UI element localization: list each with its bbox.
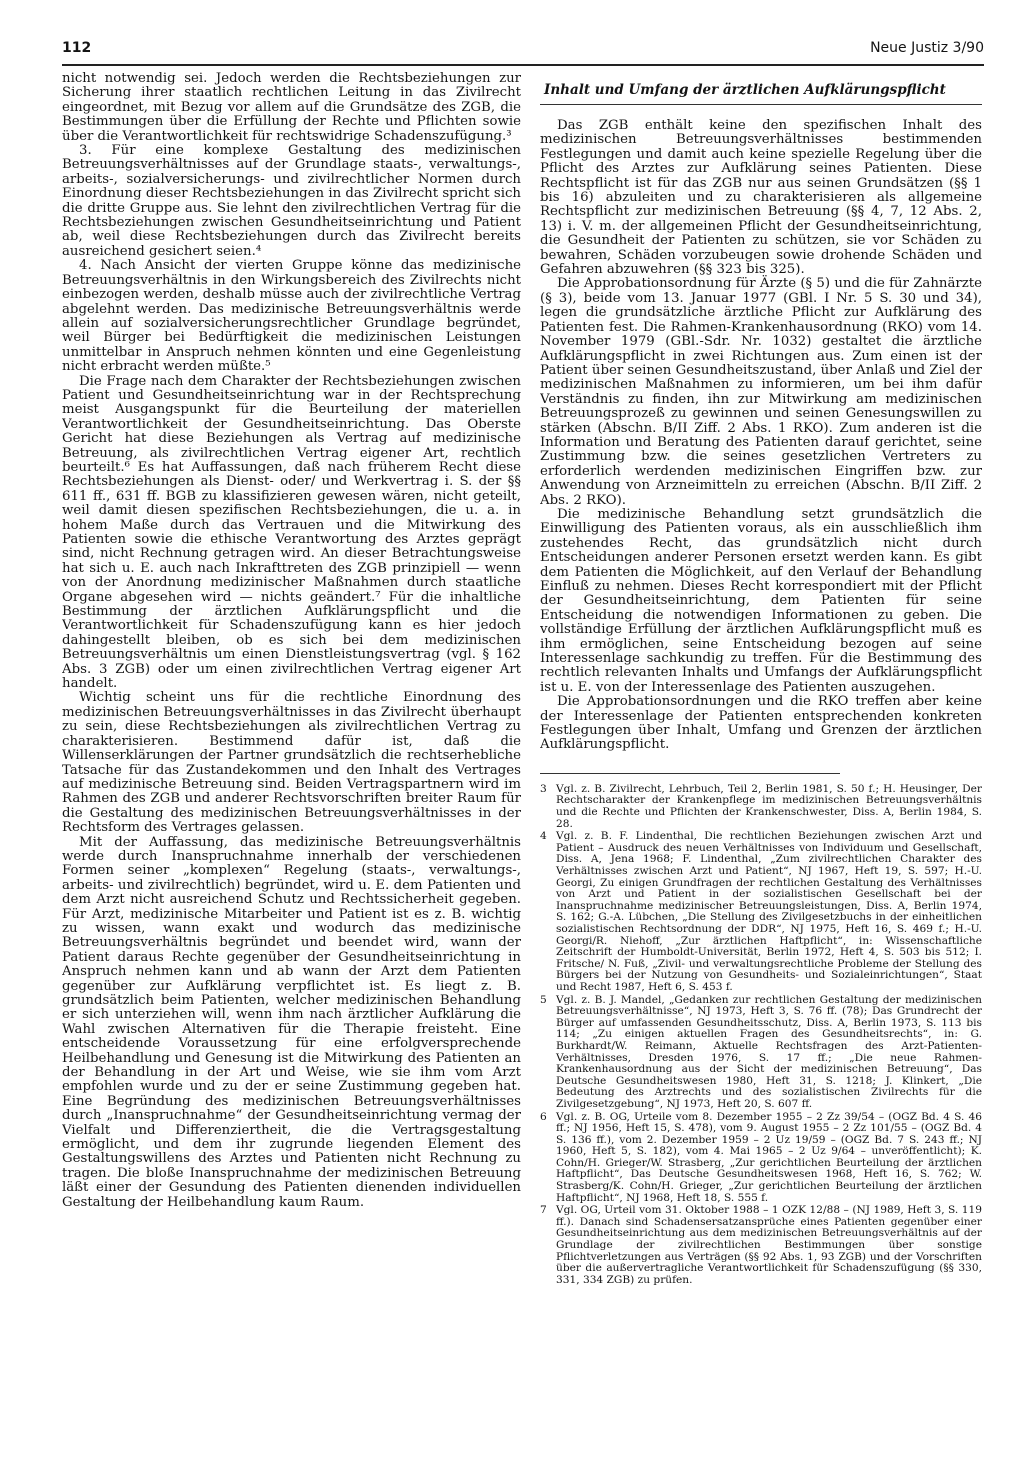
footnote-text: Vgl. OG, Urteil vom 31. Oktober 1988 – 1 OZK 12/88 – (NJ 1989, Heft 3, S. 119 ff.). Danach sind Schadensersatzansprüche eines Patienten gegenüber einer Gesundheitseinrichtung aus dem medizinischen Betreuungsverhältnis auf der Grundlage der zivilrechtlichen Bestimmungen über sonstige Pflichtverletzungen aus Verträgen (§§ 92 Abs. 1, 93 ZGB) und der Vorschriften über die außervertragliche Verantwortlichkeit für Schadenszufügung (§§ 330, 331, 334 ZGB) zu prüfen. <box>556 1204 982 1286</box>
footnote-divider <box>540 773 840 774</box>
footnote <box>540 784 982 830</box>
paragraph: Die Approbationsordnungen und die RKO treffen aber keine der Interessenlage der Patienten entsprechenden konkreten Festlegungen über Inhalt, Umfang und Grenzen der ärztlichen Aufklärungspflicht. <box>540 694 982 753</box>
paragraph: Die Frage nach dem Charakter der Rechtsbeziehungen zwischen Patient und Gesundheitseinrichtung war in der Rechtsprechung meist Ausgangspunkt für die Beurteilung der materiellen Verantwortlichkeit der Gesundheitseinrichtung. Das Oberste Gericht hat diese Beziehungen als Vertrag auf medizinische Betreuung, als zivilrechtlichen Vertrag eigener Art, rechtlich beurteilt.⁶ Es hat Auffassungen, daß nach früherem Recht diese Rechtsbeziehungen als Dienst- oder/ und Werkvertrag i. S. der §§ 611 ff., 631 ff. BGB zu klassifizieren gewesen wären, nicht geteilt, weil damit diesen spezifischen Rechtsbeziehungen, die u. a. in hohem Maße durch das Vertrauen und die Mitwirkung des Patienten sowie die ethische Verantwortung des Arztes geprägt sind, nicht Rechnung getragen wird. An dieser Betrachtungsweise hat sich u. E. auch nach Inkrafttreten des ZGB prinzipiell — wenn von der Anordnung medizinischer Maßnahmen durch staatliche Organe abgesehen wird — nichts geändert.⁷ Für die inhaltliche Bestimmung der ärztlichen Aufklärungspflicht und die Verantwortlichkeit für Schadenszufügung kann es hier jedoch dahingestellt bleiben, ob es sich bei dem medizinischen Betreuungsverhältnis um einen Dienstleistungsvertrag (vgl. § 162 Abs. 3 ZGB) oder um einen zivilrechtlichen Vertrag eigener Art handelt. <box>62 373 521 692</box>
paragraph: Die medizinische Behandlung setzt grundsätzlich die Einwilligung des Patienten voraus, als ein ausschließlich ihm zustehendes Recht, das grundsätzlich nicht durch Entscheidungen anderer Personen ersetzt werden kann. Es gibt dem Patienten die Möglichkeit, auf den Verlauf der Behandlung Einfluß zu nehmen. Dieses Recht korrespondiert mit der Pflicht der Gesundheitseinrichtung, dem Patienten für seine Entscheidung die notwendigen Informationen zu geben. Die vollständige Erfüllung der ärztlichen Aufklärungspflicht muß es ihm ermöglichen, seine Entscheidung bezogen auf seine Interessenlage sachkundig zu treffen. Für die Bestimmung des rechtlich relevanten Inhalts und Umfangs der Aufklärungspflicht ist u. E. von der Interessenlage des Patienten auszugehen. <box>540 506 982 695</box>
right-column <box>540 80 982 1420</box>
page-number: 112 <box>62 40 92 56</box>
paragraph: Die Approbationsordnung für Ärzte (§ 5) und die für Zahnärzte (§ 3), beide vom 13. Januar 1977 (GBl. I Nr. 5 S. 30 und 34), legen die grundsätzliche ärztliche Pflicht zur Aufklärung des Patienten fest. Die Rahmen-Krankenhausordnung (RKO) vom 14. November 1979 (GBl.-Sdr. Nr. 1032) gestaltet die ärztliche Aufklärungspflicht in zwei Richtungen aus. Zum einen ist der Patient über seinen Gesundheitszustand, über Anlaß und Ziel der medizinischen Maßnahmen zu informieren, um bei ihm dafür Verständnis zu finden, ihn zur Mitwirkung am medizinischen Betreuungsprozeß zu gewinnen und seinen Genesungswillen zu stärken (Abschn. B/II Ziff. 2 Abs. 1 RKO). Zum anderen ist die Information und Beratung des Patienten darauf gerichtet, seine Zustimmung bzw. die seines gesetzlichen Vertreters zu erforderlich werdenden medizinischen Eingriffen bzw. zur Anwendung von Arzneimitteln zu erreichen (Abschn. B/II Ziff. 2 Abs. 2 RKO). <box>540 276 982 508</box>
footnote-number: 3 <box>540 782 547 795</box>
paragraph: 3. Für eine komplexe Gestaltung des medizinischen Betreuungsverhältnisses auf der Grundlage staats-, verwaltungs-, arbeits-, sozialversicherungs- und zivilrechtlicher Normen durch Einordnung dieser Rechtsbeziehungen in das Zivilrecht spricht sich die dritte Gruppe aus. Sie lehnt den zivilrechtlichen Vertrag für die Rechtsbeziehungen zwischen Gesundheitseinrichtung und Patient ab, weil diese Rechtsbeziehungen durch das Zivilrecht bereits ausreichend gesichert seien.⁴ <box>62 143 521 259</box>
footnote <box>540 831 982 993</box>
footnote-text: Vgl. z. B. F. Lindenthal, Die rechtlichen Beziehungen zwischen Arzt und Patient – Ausdruck des neuen Verhältnisses von Individuum und Gesellschaft, Diss. A, Jena 1968; F. Lindenthal, „Zum zivilrechtlichen Charakter des Verhältnisses zwischen Arzt und Patient“, NJ 1967, Heft 19, S. 597; H.-U. Georgi, Zu einigen Grundfragen der rechtlichen Gestaltung des Verhältnisses von Arzt und Patient in der sozialistischen Gesellschaft bei der Inanspruchnahme medizinischer Betreuungsleistungen, Diss. A, Berlin 1974, S. 162; G.-A. Lübchen, „Die Stellung des Zivilgesetzbuchs in der einheitlichen sozialistischen Rechtsordnung der DDR“, NJ 1975, Heft 16, S. 469 f.; H.-U. Georgi/R. Niehoff, „Zur ärztlichen Haftpflicht“, in: Wissenschaftliche Zeitschrift der Humboldt-Universität, Berlin 1972, Heft 4, S. 503 bis 512; I. Fritsche/ N. Fuß, „Zivil- und verwaltungsrechtliche Probleme der Stellung des Bürgers bei der Nutzung von Gesundheits- und Sozialeinrichtungen“, Staat und Recht 1987, Heft 6, S. 453 f. <box>556 830 982 993</box>
paragraph: Mit der Auffassung, das medizinische Betreuungsverhältnis werde durch Inanspruchnahme innerhalb der verschiedenen Formen seiner „komplexen“ Regelung (staats-, verwaltungs-, arbeits- und zivilrechtlich) begründet, wird u. E. dem Patienten und dem Arzt nicht ausreichend Schutz und Rechtssicherheit gegeben. Für Arzt, medizinische Mitarbeiter und Patient ist es z. B. wichtig zu wissen, wann exakt und wodurch das medizinische Betreuungsverhältnis begründet und beendet wird, wann der Patient daraus Rechte gegenüber der Gesundheitseinrichtung in Anspruch nehmen kann und ab wann der Arzt dem Patienten gegenüber zur Aufklärung verpflichtet ist. Es liegt z. B. grundsätzlich beim Patienten, welcher medizinischen Behandlung er sich unterziehen will, wenn ihm nach ärztlicher Aufklärung die Wahl zwischen Alternativen für die Therapie freisteht. Eine entscheidende Voraussetzung für eine erfolgversprechende Heilbehandlung und Genesung ist die Mitwirkung des Patienten an der Behandlung in der Art und Weise, wie sie ihm vom Arzt empfohlen wurde und zu der er seine Zustimmung gegeben hat. Eine Begründung des medizinischen Betreuungsverhältnisses durch „Inanspruchnahme“ der Gesundheitseinrichtung vermag der Vielfalt und Differenziertheit, die die Vertragsgestaltung ermöglicht, und dem ihr zugrunde liegenden Element des Gestaltungswillens des Arztes und Patienten nicht Rechnung zu tragen. Die bloße Inanspruchnahme der medizinischen Betreuung läßt einer der Gesundung des Patienten dienenden individuellen Gestaltung der Heilbehandlung kaum Raum. <box>62 834 521 1210</box>
journal-issue: Neue Justiz 3/90 <box>870 40 984 56</box>
left-column <box>62 72 521 1407</box>
footnote-number: 6 <box>540 1110 547 1123</box>
page-header <box>62 38 984 66</box>
footnote-text: Vgl. z. B. Zivilrecht, Lehrbuch, Teil 2, Berlin 1981, S. 50 f.; H. Heusinger, Der Rechtscharakter der Krankenpflege im medizinischen Betreuungsverhältnis und die Rechte und Pflichten der Krankenschwester, Diss. A, Berlin 1984, S. 28. <box>556 782 982 830</box>
footnote-text: Vgl. z. B. OG, Urteile vom 8. Dezember 1955 – 2 Zz 39/54 – (OGZ Bd. 4 S. 46 ff.; NJ 1956, Heft 15, S. 478), vom 9. August 1955 – 2 Zz 101/55 – (OGZ Bd. 4 S. 136 ff.), vom 2. Dezember 1959 – 2 Uz 19/59 – (OGZ Bd. 7 S. 243 ff.; NJ 1960, Heft 5, S. 182), vom 4. Mai 1965 – 2 Uz 9/64 – unveröffentlicht); K. Cohn/H. Grieger/W. Strasberg, „Zur gerichtlichen Beurteilung der ärztlichen Haftpflicht“, Das Deutsche Gesundheitswesen 1968, Heft 16, S. 762; W. Strasberg/K. Cohn/H. Grieger, „Zur gerichtlichen Beurteilung der ärztlichen Haftpflicht“, NJ 1968, Heft 18, S. 555 f. <box>556 1110 982 1204</box>
paragraph: Das ZGB enthält keine den spezifischen Inhalt des medizinischen Betreuungsverhältnisses bestimmenden Festlegungen und damit auch keine spezielle Regelung über die Pflicht des Arztes zur Aufklärung seines Patienten. Diese Rechtspflicht ist für das ZGB nur aus seinen Grundsätzen (§§ 1 bis 16) abzuleiten und zu charakterisieren als allgemeine Rechtspflicht zur medizinischen Betreuung (§§ 4, 7, 12 Abs. 2, 13) i. V. m. der allgemeinen Pflicht der Gesundheitseinrichtung, die Gesundheit der Patienten zu schützen, sie vor Schäden zu bewahren, Schäden vorzubeugen sowie drohende Schäden und Gefahren abzuwehren (§§ 323 bis 325). <box>540 118 982 278</box>
footnote-number: 5 <box>540 993 547 1006</box>
paragraph: Wichtig scheint uns für die rechtliche Einordnung des medizinischen Betreuungsverhältnisses in das Zivilrecht überhaupt zu sein, diese Rechtsbeziehungen als zivilrechtlichen Vertrag zu charakterisieren. Bestimmend dafür ist, daß die Willenserklärungen der Partner grundsätzlich die rechtserhebliche Tatsache für das Zustandekommen und den Inhalt des Vertrages auf medizinische Betreuung sind. Beiden Vertragspartnern wird im Rahmen des ZGB und anderer Rechtsvorschriften breiter Raum für die Gestaltung des medizinischen Betreuungsverhältnisses in der Rechtsform des Vertrages gelassen. <box>62 690 521 836</box>
section-title: Inhalt und Umfang der ärztlichen Aufklärungspflicht <box>540 80 982 105</box>
footnote-text: Vgl. z. B. J. Mandel, „Gedanken zur rechtlichen Gestaltung der medizinischen Betreuungsverhältnisse“, NJ 1973, Heft 3, S. 76 ff. (78); Das Grundrecht der Bürger auf umfassenden Gesundheitsschutz, Diss. A, Berlin 1973, S. 113 bis 114; „Zu einigen aktuellen Fragen des Gesundheitsrechts“, in: G. Burkhardt/W. Reimann, Aktuelle Rechtsfragen des Arzt-Patienten-Verhältnisses, Dresden 1976, S. 17 ff.; „Die neue Rahmen-Krankenhausordnung aus der Sicht der medizinischen Betreuung“, Das Deutsche Gesundheitswesen 1980, Heft 31, S. 1218; J. Klinkert, „Die Bedeutung des Arztrechts und des sozialistischen Zivilrechts für die Zivilgesetzgebung“, NJ 1973, Heft 20, S. 607 ff. <box>556 993 982 1110</box>
footnote-number: 7 <box>540 1204 547 1217</box>
footnote <box>540 995 982 1111</box>
paragraph: nicht notwendig sei. Jedoch werden die Rechtsbeziehungen zur Sicherung ihrer staatlich rechtlichen Leitung in das Zivilrecht eingeordnet, mit Bezug vor allem auf die Grundsätze des ZGB, die Bestimmungen über die Erfüllung der Rechte und Pflichten sowie über die Verantwortlichkeit für rechtswidrige Schadenszufügung.³ <box>62 72 521 144</box>
footnote <box>540 1205 982 1286</box>
footnote <box>540 1112 982 1205</box>
footnote-number: 4 <box>540 830 547 843</box>
paragraph: 4. Nach Ansicht der vierten Gruppe könne das medizinische Betreuungsverhältnis in den Wirkungsbereich des Zivilrechts nicht einbezogen werden, deshalb müsse auch der zivilrechtliche Vertrag abgelehnt werden. Das medizinische Betreuungsverhältnis werde allein auf sozialversicherungsrechtlicher Grundlage begründet, weil Bürger bei Bedürftigkeit die medizinischen Leistungen unmittelbar in Anspruch nehmen könnten und eine Gegenleistung nicht erbracht werden müßte.⁵ <box>62 258 521 375</box>
